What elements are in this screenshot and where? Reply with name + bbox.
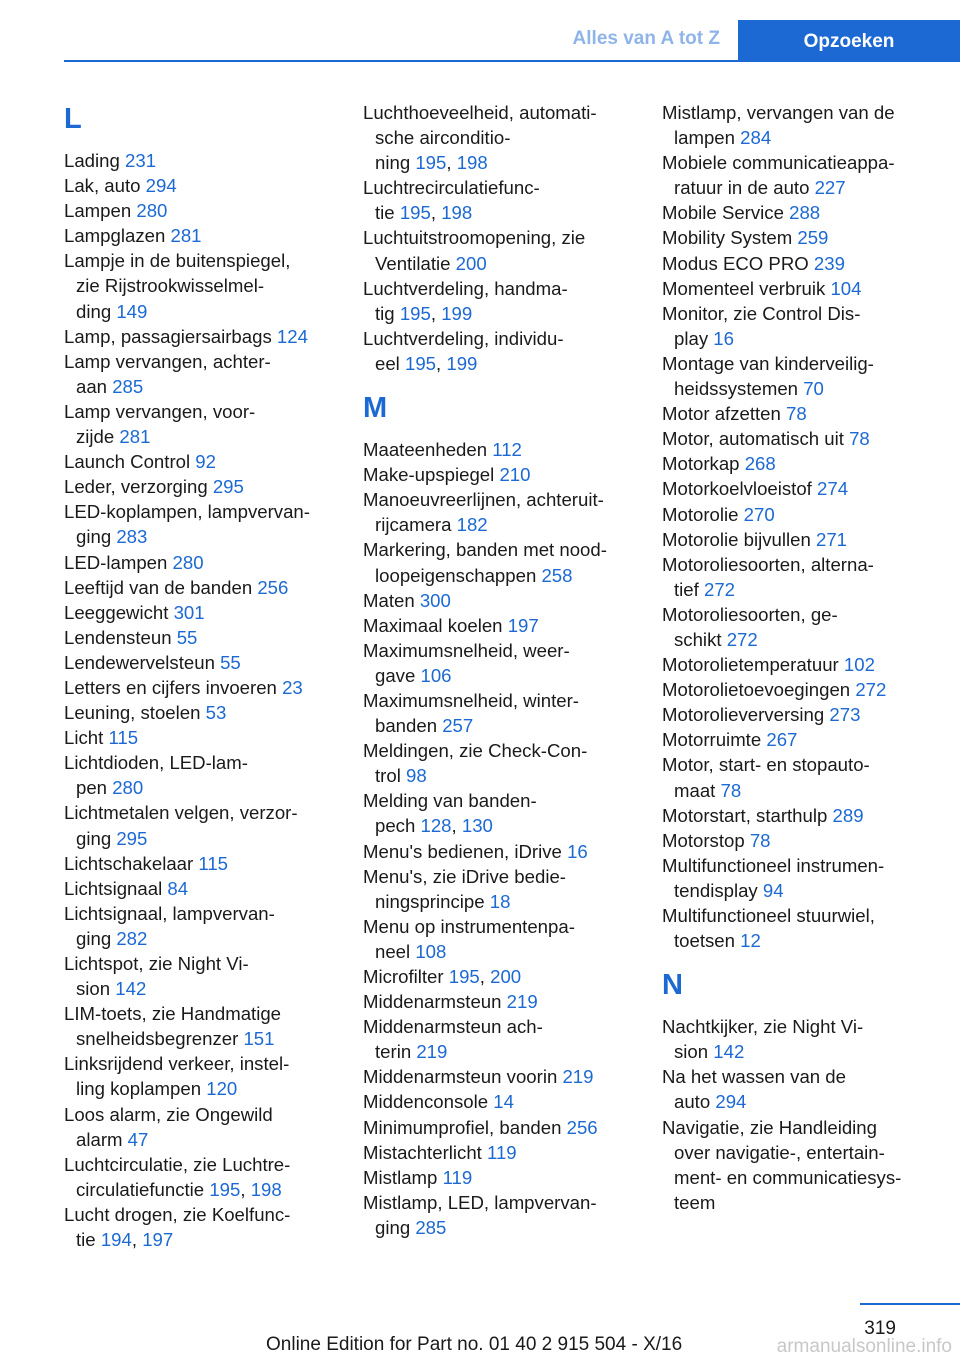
index-entry-term: Middenarmsteun ach- terin (363, 1016, 543, 1063)
index-entry (363, 989, 659, 1014)
page-reference-link[interactable]: 78 (720, 779, 742, 801)
index-entry-term: Menu's, zie iDrive bedie- ningsprincipe (363, 865, 566, 912)
page-reference-link[interactable]: 98 (406, 765, 427, 787)
index-entry (64, 725, 360, 750)
page-reference-link[interactable]: 12 (740, 930, 761, 952)
section-title: Alles van A tot Z (572, 28, 720, 49)
index-entry (662, 1064, 958, 1114)
page-reference-link[interactable]: 219 (416, 1041, 448, 1063)
watermark: armanualsonline.info (776, 1336, 952, 1357)
index-entry-term: Mistlamp (363, 1166, 443, 1188)
index-entry-term: Middenconsole (363, 1091, 494, 1113)
index-entry-term: Motorstart, starthulp (662, 804, 833, 826)
page-reference-link[interactable]: 272 (855, 679, 887, 701)
page-reference-link[interactable]: 142 (713, 1041, 745, 1063)
index-entry-term: Mistachterlicht (363, 1141, 487, 1163)
index-entry-term: Nachtkijker, zie Night Vi- sion (662, 1016, 864, 1063)
index-entry (64, 399, 360, 449)
page-reference-link[interactable]: 272 (726, 628, 758, 650)
index-entry (662, 803, 958, 828)
index-entry (662, 903, 958, 953)
index-entry (64, 750, 360, 800)
index-entry-term: Maten (363, 589, 420, 611)
index-entry-term: Lichtsignaal (64, 877, 168, 899)
index-entry-term: Na het wassen van de auto (662, 1066, 846, 1113)
index-entry (662, 451, 958, 476)
page-reference-link[interactable]: 281 (170, 225, 202, 247)
index-entry-term: LED-lampen (64, 551, 173, 573)
index-entry: Luchtrecirculatiefunc- tie 195, 198 (363, 177, 540, 224)
page-reference-link[interactable]: 151 (243, 1028, 275, 1050)
index-entry (662, 1014, 958, 1064)
page-reference-link[interactable]: 195 (399, 302, 431, 324)
page-reference-link[interactable]: 16 (567, 840, 588, 862)
page-reference-link[interactable]: 195 (209, 1178, 241, 1200)
index-entry-term: Motorruimte (662, 729, 767, 751)
page-reference-link[interactable]: 270 (743, 503, 775, 525)
page-reference-link[interactable]: 198 (250, 1178, 282, 1200)
index-entry (64, 625, 360, 650)
page-reference-link[interactable]: 198 (441, 202, 473, 224)
page-reference-link[interactable]: 219 (562, 1066, 594, 1088)
index-entry-term: Motorkoelvloeistof (662, 478, 818, 500)
index-entry (662, 251, 958, 276)
index-entry-term: Motorolieverversing (662, 704, 830, 726)
page-reference-link[interactable]: 47 (127, 1128, 149, 1150)
index-entry-term: Luchthoeveelheid, automati- sche airconditio- ning (363, 102, 597, 174)
index-entry: Melding van banden- pech 128, 130 (363, 790, 537, 837)
index-entry (363, 1140, 659, 1165)
index-entry-term: Mobility System (662, 227, 798, 249)
index-entry-term: Motor afzetten (662, 403, 787, 425)
index-entry-term: Menu's bedienen, iDrive (363, 840, 568, 862)
index-entry-term: Montage van kinderveilig- heidssystemen (662, 352, 874, 400)
index-entry (662, 200, 958, 225)
index-letter-heading: N (662, 969, 683, 1002)
index-entry (64, 499, 360, 549)
index-entry-term: Lichtschakelaar (64, 852, 199, 874)
index-entry-term: Navigatie, zie Handleiding over navigatie-, entertain- ment- en communicatiesys- teem (662, 1116, 902, 1213)
page-reference-link[interactable]: 182 (456, 514, 488, 536)
index-entry (64, 248, 360, 323)
index-entry-term: Middenarmsteun voorin (363, 1066, 563, 1088)
page-reference-link[interactable]: 200 (490, 966, 522, 987)
index-entry (662, 853, 958, 903)
index-entry: Luchtverdeling, individu- eel 195, 199 (363, 327, 564, 374)
index-entry (64, 600, 360, 625)
page-reference-link[interactable]: 289 (832, 804, 864, 826)
index-entry-term: Melding van banden- pech (363, 790, 537, 837)
index-entry: Luchtcirculatie, zie Luchtre- circulatiefunctie 195, 198 (64, 1153, 291, 1200)
index-entry-term: Lak, auto (64, 175, 146, 197)
index-entry-term: Motorstop (662, 829, 750, 851)
page-reference-link[interactable]: 115 (108, 727, 139, 749)
index-entry (64, 901, 360, 951)
index-entry-term: Motor, automatisch uit (662, 428, 850, 450)
index-entry (64, 851, 360, 876)
index-entry (363, 638, 659, 688)
index-entry-term: Luchtcirculatie, zie Luchtre- circulatiefunctie (64, 1153, 291, 1200)
index-entry (662, 276, 958, 301)
index-entry (662, 552, 958, 602)
page-reference-link[interactable]: 70 (803, 378, 824, 400)
index-entry (363, 839, 659, 864)
index-entry (363, 613, 659, 638)
index-entry-term: Lichtmetalen velgen, verzor- ging (64, 802, 298, 849)
page-reference-link[interactable]: 231 (125, 150, 157, 171)
index-entry-term: Modus ECO PRO (662, 252, 814, 274)
index-entry-term: Middenarmsteun (363, 991, 507, 1013)
index-entry (662, 100, 958, 150)
index-entry-term: Loos alarm, zie Ongewild alarm (64, 1103, 273, 1150)
page-reference-link[interactable]: 112 (492, 439, 522, 461)
index-entry (64, 324, 360, 349)
index-entry-term: Leeggewicht (64, 601, 174, 623)
index-entry (662, 527, 958, 552)
index-column-3 (662, 100, 958, 1215)
page-reference-link[interactable]: 115 (198, 852, 229, 874)
page-reference-link[interactable]: 119 (442, 1166, 473, 1188)
page-reference-link[interactable]: 256 (566, 1116, 598, 1138)
index-entry-term: Maateenheden (363, 439, 493, 461)
index-entry: Microfilter 195, 200 (363, 966, 522, 987)
index-entry-term: Leuning, stoelen (64, 702, 206, 724)
index-entry-term: LED-koplampen, lampvervan- ging (64, 501, 310, 548)
page-reference-link[interactable]: 78 (749, 829, 771, 851)
index-entry (662, 351, 958, 401)
page-reference-link[interactable]: 200 (455, 252, 487, 274)
index-entry-term: Lampen (64, 200, 137, 222)
page-reference-link[interactable]: 301 (173, 601, 205, 623)
page-reference-link[interactable]: 119 (487, 1141, 517, 1163)
page-reference-link[interactable]: 108 (415, 940, 447, 962)
index-entry-term: Make-upspiegel (363, 464, 500, 486)
index-entry-term: Lamp, passagiersairbags (64, 325, 277, 347)
chapter-tab: Opzoeken (738, 20, 960, 62)
index-entry-term: Lampglazen (64, 225, 171, 247)
page-reference-link[interactable]: 227 (814, 177, 846, 199)
index-entry (662, 401, 958, 426)
page-reference-link[interactable]: 257 (442, 715, 474, 737)
index-entry (363, 537, 659, 587)
index-entry-term: Leder, verzorging (64, 476, 213, 498)
edition-note: Online Edition for Part no. 01 40 2 915 504 - X/16 (266, 1334, 683, 1355)
page-reference-link[interactable]: 194 (100, 1229, 132, 1251)
page-reference-link[interactable]: 281 (119, 426, 151, 448)
index-entry: Lucht drogen, zie Koelfunc- tie 194, 197 (64, 1203, 291, 1251)
index-entry (363, 225, 659, 275)
index-entry-term: Lucht drogen, zie Koelfunc- tie (64, 1203, 291, 1251)
index-entry (662, 150, 958, 200)
index-entry (64, 449, 360, 474)
page-reference-link[interactable]: 14 (493, 1091, 514, 1113)
index-entry (64, 800, 360, 850)
index-entry (64, 550, 360, 575)
index-entry: Luchthoeveelheid, automati- sche airconditio- ning 195, 198 (363, 102, 597, 174)
index-entry (363, 1089, 659, 1114)
index-entry (64, 223, 360, 248)
page-reference-link[interactable]: 128 (420, 815, 452, 837)
page-reference-link[interactable]: 280 (172, 551, 204, 573)
index-entry-term: Menu op instrumentenpa- neel (363, 915, 575, 962)
page-reference-link[interactable]: 124 (276, 325, 308, 347)
page-reference-link[interactable]: 84 (167, 877, 189, 899)
page-reference-link[interactable]: 273 (829, 704, 861, 726)
page-reference-link[interactable]: 55 (176, 626, 198, 648)
index-entry-term: Motor, start- en stopauto- maat (662, 754, 870, 801)
index-entry (64, 575, 360, 600)
index-entry (64, 1051, 360, 1101)
footer-divider (860, 1303, 960, 1305)
index-entry-term: Lading (64, 150, 126, 171)
index-entry (662, 828, 958, 853)
index-entry (662, 602, 958, 652)
index-column-2 (363, 100, 659, 1240)
page-reference-link[interactable]: 197 (507, 614, 539, 636)
page-reference-link[interactable]: 256 (257, 576, 289, 598)
page-reference-link[interactable]: 16 (713, 327, 734, 349)
index-entry (662, 1115, 958, 1215)
index-entry-term: Maximumsnelheid, winter- banden (363, 689, 579, 737)
index-letter-heading: L (64, 103, 82, 135)
page-reference-link[interactable]: 94 (762, 879, 784, 901)
index-entry-term: Manoeuvreerlijnen, achteruit- rijcamera (363, 489, 604, 536)
index-entry (662, 677, 958, 702)
index-entry (64, 1001, 360, 1051)
index-entry-term: Maximumsnelheid, weer- gave (363, 639, 570, 686)
page-reference-link[interactable]: 239 (813, 252, 845, 274)
index-entry-term: Minimumprofiel, banden (363, 1116, 567, 1138)
index-entry-term: Motoroliesoorten, ge- schikt (662, 603, 838, 650)
page-reference-link[interactable]: 300 (419, 589, 451, 611)
page-reference-link[interactable]: 272 (703, 578, 736, 600)
page-reference-link[interactable]: 130 (461, 815, 493, 837)
index-entry-term: Linksrijdend verkeer, instel- ling koplampen (64, 1053, 290, 1100)
index-entry (64, 474, 360, 499)
page-reference-link[interactable]: 288 (789, 202, 821, 224)
index-entry (363, 487, 659, 537)
page-reference-link[interactable]: 53 (205, 702, 227, 724)
page-reference-link[interactable]: 294 (715, 1091, 747, 1113)
page-reference-link[interactable]: 267 (766, 729, 798, 751)
index-entry-term: Motorolietemperatuur (662, 654, 844, 676)
index-entry-term: Multifunctioneel instrumen- tendisplay (662, 854, 885, 901)
page-reference-link[interactable]: 106 (420, 664, 452, 686)
page-reference-link[interactable]: 78 (786, 403, 807, 425)
page-reference-link[interactable]: 280 (112, 777, 144, 799)
page-reference-link[interactable]: 102 (843, 654, 875, 676)
index-entry (64, 198, 360, 223)
page-number: 319 (864, 1318, 896, 1339)
index-entry-term: Motoroliesoorten, alterna- tief (662, 553, 874, 600)
page-reference-link[interactable]: 268 (744, 453, 776, 475)
index-entry (662, 225, 958, 250)
index-entry (363, 1165, 659, 1190)
index-entry (363, 688, 659, 738)
page-reference-link[interactable]: 285 (112, 375, 144, 397)
index-entry-term: Lendensteun (64, 626, 177, 648)
page-reference-link[interactable]: 23 (282, 676, 303, 698)
index-entry (363, 1190, 659, 1240)
page-reference-link[interactable]: 142 (115, 978, 147, 1000)
page-reference-link[interactable]: 195 (399, 202, 431, 224)
page-reference-link[interactable]: 198 (456, 152, 488, 174)
index-entry (662, 752, 958, 802)
index-entry-term: LIM-toets, zie Handmatige snelheidsbegrenzer (64, 1003, 282, 1050)
index-entry (363, 738, 659, 788)
index-entry-term: Luchtuitstroomopening, zie Ventilatie (363, 227, 586, 274)
page-reference-link[interactable]: 274 (817, 478, 849, 500)
page-reference-link[interactable]: 295 (116, 827, 148, 849)
index-entry (64, 951, 360, 1001)
index-entry: Luchtverdeling, handma- tig 195, 199 (363, 277, 568, 324)
index-entry (662, 502, 958, 527)
index-entry-term: Lichtspot, zie Night Vi- sion (64, 953, 249, 1000)
page-reference-link[interactable]: 271 (816, 528, 848, 550)
index-entry (662, 426, 958, 451)
index-entry-term: Multifunctioneel stuurwiel, toetsen (662, 905, 875, 952)
index-entry (363, 437, 659, 462)
index-entry-term: Microfilter (363, 966, 449, 987)
page-reference-link[interactable]: 18 (489, 890, 511, 912)
index-entry (662, 702, 958, 727)
page-reference-link[interactable]: 282 (116, 927, 148, 949)
index-entry-term: Maximaal koelen (363, 614, 508, 636)
index-entry (662, 301, 958, 351)
index-entry-term: Mobile Service (662, 202, 790, 224)
index-entry-term: Motorolie (662, 503, 744, 525)
header-divider (64, 60, 960, 62)
index-column-1 (64, 100, 360, 1252)
index-entry-term: Lamp vervangen, achter- aan (64, 350, 271, 397)
page-reference-link[interactable]: 210 (499, 464, 531, 486)
page-reference-link[interactable]: 280 (136, 200, 168, 222)
index-entry-term: Mistlamp, LED, lampvervan- ging (363, 1191, 597, 1238)
index-entry-term: Mobiele communicatieappa- ratuur in de auto (662, 152, 895, 199)
index-entry (64, 1102, 360, 1152)
index-entry-term: Markering, banden met nood- loopeigenschappen (363, 539, 607, 586)
page-reference-link[interactable]: 294 (145, 175, 177, 197)
index-entry (363, 588, 659, 613)
index-entry-term: Luchtverdeling, handma- tig (363, 277, 568, 324)
index-entry-term: Meldingen, zie Check-Con- trol (363, 740, 588, 787)
page-reference-link[interactable]: 92 (195, 451, 216, 473)
index-entry (64, 148, 360, 173)
index-entry-term: Leeftijd van de banden (64, 576, 258, 598)
index-entry (64, 173, 360, 198)
page-reference-link[interactable]: 295 (212, 476, 244, 498)
page-reference-link[interactable]: 195 (448, 966, 480, 987)
index-entry (662, 652, 958, 677)
index-entry (363, 462, 659, 487)
index-letter-heading: M (363, 392, 388, 425)
index-entry (363, 1064, 659, 1089)
index-entry (363, 864, 659, 914)
page-reference-link[interactable]: 149 (116, 300, 148, 322)
page-reference-link[interactable]: 259 (797, 227, 829, 249)
index-entry-term: Licht (64, 727, 109, 749)
page-reference-link[interactable]: 104 (830, 277, 862, 299)
index-entry-term: Luchtrecirculatiefunc- tie (363, 177, 540, 224)
page-reference-link[interactable]: 199 (446, 352, 478, 374)
page-reference-link[interactable]: 219 (506, 991, 538, 1013)
page-reference-link[interactable]: 195 (415, 152, 447, 174)
page-reference-link[interactable]: 283 (116, 526, 148, 548)
page-reference-link[interactable]: 55 (220, 651, 241, 673)
index-entry-term: Lichtdioden, LED-lam- pen (64, 752, 248, 799)
index-entry-term: Monitor, zie Control Dis- play (662, 302, 861, 349)
index-entry-term: Mistlamp, vervangen van de lampen (662, 102, 895, 149)
page-reference-link[interactable]: 199 (441, 302, 473, 324)
index-entry (662, 727, 958, 752)
index-entry-term: Launch Control (64, 451, 196, 473)
page-reference-link[interactable]: 258 (541, 564, 573, 586)
index-entry-term: Lamp vervangen, voor- zijde (64, 400, 256, 448)
index-entry (64, 876, 360, 901)
page-reference-link[interactable]: 78 (849, 428, 870, 450)
index-entry-term: Luchtverdeling, individu- eel (363, 327, 564, 374)
index-entry (64, 700, 360, 725)
index-entry-term: Lampje in de buitenspiegel, zie Rijstrookwisselmel- ding (64, 250, 291, 322)
page-reference-link[interactable]: 284 (740, 127, 772, 149)
index-entry (363, 914, 659, 964)
index-entry (64, 349, 360, 399)
index-entry (64, 675, 360, 700)
index-entry (363, 1014, 659, 1064)
index-entry-term: Momenteel verbruik (662, 277, 831, 299)
page-reference-link[interactable]: 195 (404, 352, 437, 374)
index-entry-term: Motorolietoevoegingen (662, 679, 856, 701)
index-entry-term: Lendewervelsteun (64, 651, 221, 673)
index-entry-term: Motorkap (662, 453, 745, 475)
page-reference-link[interactable]: 120 (206, 1078, 238, 1100)
index-entry-term: Lichtsignaal, lampvervan- ging (64, 902, 275, 949)
index-entry-term: Motorolie bijvullen (662, 528, 816, 550)
index-entry (662, 476, 958, 501)
page-reference-link[interactable]: 197 (142, 1229, 174, 1251)
index-entry-term: Letters en cijfers invoeren (64, 676, 283, 698)
index-entry (363, 1115, 659, 1140)
index-entry (64, 650, 360, 675)
page-reference-link[interactable]: 285 (415, 1216, 447, 1238)
